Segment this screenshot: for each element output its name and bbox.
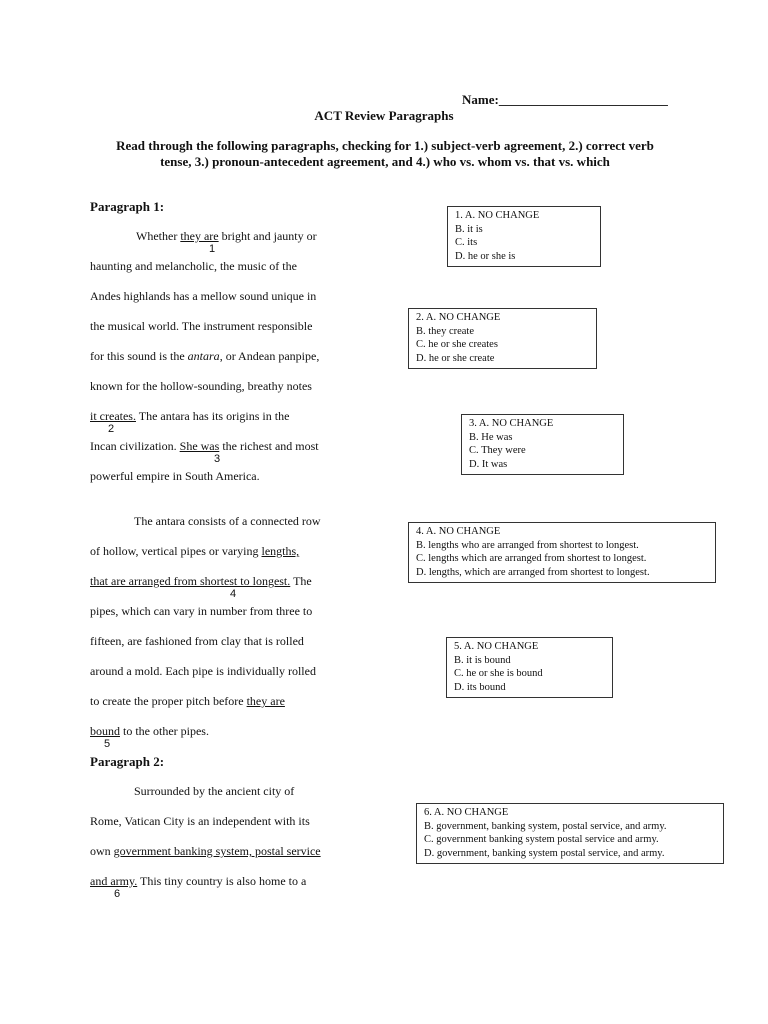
question-number-3: 3 [214,453,221,465]
choice-a[interactable]: 2. A. NO CHANGE [416,312,501,323]
question-number-6: 6 [114,888,121,900]
choice-c[interactable]: C. government banking system postal service and army. [424,834,659,845]
paragraph-2-heading: Paragraph 2: [90,754,165,769]
choice-a[interactable]: 1. A. NO CHANGE [455,210,540,221]
text-segment: the richest and most [219,439,319,453]
underlined-phrase-1: they are [180,229,219,243]
question-6-choices [416,803,724,864]
document-title: ACT Review Paragraphs [314,108,454,123]
choice-a[interactable]: 4. A. NO CHANGE [416,526,501,537]
choice-b[interactable]: B. government, banking system, postal service, and army. [424,820,667,832]
choice-a[interactable]: 5. A. NO CHANGE [454,641,539,652]
question-number-4: 4 [230,588,237,600]
text-segment: of hollow, vertical pipes or varying [90,544,262,558]
name-field-line: Name:__________________________ [462,92,668,107]
choice-c[interactable]: C. lengths which are arranged from shortest to longest. [416,553,647,564]
text-segment: Incan civilization. [90,439,180,453]
p1-line-9: powerful empire in South America. [90,469,260,483]
choice-c[interactable]: C. he or she creates [416,339,498,350]
choice-a[interactable]: 6. A. NO CHANGE [424,807,509,818]
question-4-choices [408,522,716,583]
p1-line-12 [90,573,312,589]
choice-d[interactable]: D. lengths, which are arranged from shortest to longest. [416,566,650,578]
p1-line-10: The antara consists of a connected row [134,514,321,528]
text-segment: This tiny country is also home to a [137,874,307,888]
p1-line-7 [90,408,289,424]
p1-line-5 [90,348,319,364]
question-1-choices [447,206,601,267]
p2-line-1: Surrounded by the ancient city of [134,784,295,798]
choice-b[interactable]: B. they create [416,325,475,337]
p1-line-6: known for the hollow-sounding, breathy notes [90,379,312,393]
paragraph-1-heading: Paragraph 1: [90,199,165,214]
question-number-2: 2 [108,423,115,435]
text-segment: bright and jaunty or [218,229,317,243]
choice-d[interactable]: D. he or she create [416,352,495,364]
question-2-choices [408,308,597,369]
question-number-5: 5 [104,738,111,750]
text-segment: , or Andean panpipe, [219,349,320,363]
choice-a[interactable]: 3. A. NO CHANGE [469,418,554,429]
text-segment: for this sound is the [90,349,188,363]
p1-line-15: around a mold. Each pipe is individually rolled [90,664,316,678]
p1-line-8 [90,438,319,454]
p1-line-3: Andes highlands has a mellow sound unique in [90,289,317,303]
choice-d[interactable]: D. its bound [454,681,506,693]
p1-line-17 [90,723,209,739]
p1-line-13: pipes, which can vary in number from three to [90,604,313,618]
underlined-phrase-3: She was [179,439,220,453]
underlined-phrase-2: it creates. [90,409,136,423]
choice-c[interactable]: C. They were [469,445,526,456]
p1-line-11 [90,543,299,559]
choice-d[interactable]: D. It was [469,458,508,470]
choice-c[interactable]: C. its [455,237,478,248]
text-segment: The antara has its origins in the [135,409,290,423]
p2-line-4 [90,873,306,889]
p1-line-1 [136,228,317,244]
p2-line-2: Rome, Vatican City is an independent with its [90,814,310,828]
text-segment: to the other pipes. [120,724,209,738]
p1-line-14: fifteen, are fashioned from clay that is rolled [90,634,304,648]
choice-d[interactable]: D. he or she is [455,250,516,262]
question-number-1: 1 [209,243,216,255]
underlined-phrase-6a: government banking system, postal service [113,844,321,858]
underlined-phrase-4b: that are arranged from shortest to longest. [90,574,291,588]
p2-line-3 [90,843,321,859]
underlined-phrase-5b: bound [90,724,120,738]
italic-word: antara [187,349,220,363]
text-segment: The [290,574,312,588]
underlined-phrase-5a: they are [246,694,285,708]
choice-c[interactable]: C. he or she is bound [454,668,543,679]
choice-b[interactable]: B. it is [455,223,483,235]
p1-line-2: haunting and melancholic, the music of the [90,259,297,273]
text-segment: Whether [136,229,181,243]
choice-b[interactable]: B. lengths who are arranged from shortest to longest. [416,539,639,551]
text-segment: to create the proper pitch before [90,694,247,708]
question-3-choices [461,414,624,475]
question-5-choices [446,637,613,698]
underlined-phrase-6b: and army. [90,874,138,888]
choice-b[interactable]: B. He was [469,431,513,443]
p1-line-16 [90,693,285,709]
text-segment: own [90,844,114,858]
choice-d[interactable]: D. government, banking system postal service, and army. [424,847,665,859]
p1-line-4: the musical world. The instrument responsible [90,319,313,333]
choice-b[interactable]: B. it is bound [454,654,511,666]
underlined-phrase-4a: lengths, [261,544,300,558]
instructions: Read through the following paragraphs, checking for 1.) subject-verb agreement, 2.) correct verb tense, 3.) pronoun-antecedent agreement, and 4.) who vs. whom vs. that vs. which [116,138,654,169]
